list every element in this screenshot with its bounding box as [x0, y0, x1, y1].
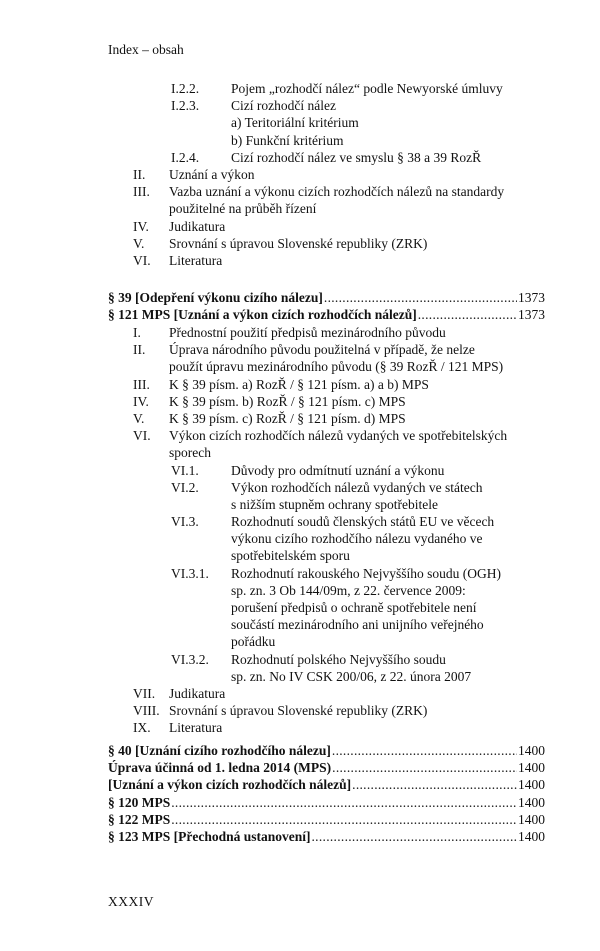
entry-text: Přednostní použití předpisů mezinárodního původu [169, 325, 446, 340]
entry-number: VI.3. [171, 514, 199, 530]
toc-subentry [0, 462, 600, 479]
toc-subentry [0, 513, 600, 530]
entry-number: I.2.3. [171, 98, 200, 114]
entry-text: sporech [169, 445, 211, 461]
entry-number: VI. [133, 428, 151, 444]
entry-text: použít úpravu mezinárodního původu (§ 39 RozŘ / 121 MPS) [169, 359, 504, 375]
entry-text: výkonu cizího rozhodčího nálezu vydaného ve [231, 531, 483, 547]
page-number: 1400 [518, 777, 545, 793]
toc-entry [0, 324, 600, 341]
entry-number: IX. [133, 720, 151, 736]
dot-leader [324, 289, 517, 306]
dot-leader [332, 742, 517, 759]
dot-leader [418, 306, 517, 323]
entry-text: Literatura [169, 252, 223, 268]
toc-entry [0, 200, 600, 217]
entry-number: III. [133, 376, 150, 392]
entry-text: b) Funkční kritérium [231, 132, 344, 148]
toc-entry [0, 341, 600, 358]
entry-number: II. [133, 342, 146, 358]
entry-text: K § 39 písm. b) RozŘ / § 121 písm. c) MPS [169, 393, 406, 409]
page-number: 1400 [518, 828, 545, 844]
entry-text: součástí mezinárodního ani unijního veřejného [231, 617, 484, 633]
entry-text: spotřebitelském sporu [231, 548, 350, 564]
dot-leader [171, 794, 517, 811]
heading-title: § 120 MPS [108, 794, 171, 810]
entry-number: IV. [133, 218, 149, 234]
heading-title: § 121 MPS [Uznání a výkon cizích rozhodčích nálezů] [108, 307, 417, 323]
running-header: Index – obsah [108, 42, 184, 57]
entry-text: a) Teritoriální kritérium [231, 115, 359, 131]
entry-text: Vazba uznání a výkonu cizích rozhodčích nálezů na standardy [169, 184, 505, 200]
dot-leader [332, 759, 517, 776]
toc-entry [0, 166, 600, 183]
entry-text: Cizí rozhodčí nález [231, 98, 336, 114]
toc-entry [0, 410, 600, 427]
entry-text: Výkon cizích rozhodčích nálezů vydaných ve spotřebitelských [169, 428, 508, 444]
dot-leader [312, 828, 518, 845]
entry-text: Srovnání s úpravou Slovenské republiky (ZRK) [169, 703, 428, 719]
entry-text: s nižším stupněm ochrany spotřebitele [231, 496, 438, 512]
toc-heading-entry[interactable] [108, 776, 545, 793]
toc-heading-entry[interactable] [108, 794, 545, 811]
dot-leader [171, 811, 517, 828]
entry-number: VI.3.1. [171, 565, 209, 581]
toc-entry [0, 80, 600, 97]
entry-text: Výkon rozhodčích nálezů vydaných ve státech [231, 479, 483, 495]
toc-entry [0, 183, 600, 200]
entry-number: II. [133, 166, 146, 182]
entry-text: K § 39 písm. a) RozŘ / § 121 písm. a) a b) MPS [169, 376, 429, 392]
toc-headings-1 [108, 289, 545, 323]
entry-text: Rozhodnutí soudů členských států EU ve věcech [231, 514, 495, 530]
toc-subentry [0, 668, 600, 685]
toc-heading-entry[interactable] [108, 306, 545, 323]
toc-subentry [0, 547, 600, 564]
toc-heading-entry[interactable] [108, 828, 545, 845]
entry-text: Srovnání s úpravou Slovenské republiky (ZRK) [169, 235, 428, 251]
entry-text: pořádku [231, 634, 276, 650]
entry-number: VI.3.2. [171, 651, 209, 667]
entry-number: III. [133, 184, 150, 200]
toc-headings-2 [108, 742, 545, 845]
dot-leader [352, 776, 517, 793]
contents-section-1 [0, 80, 600, 269]
toc-subentry [0, 496, 600, 513]
toc-entry [0, 702, 600, 719]
entry-number: VI.1. [171, 462, 199, 478]
toc-entry [0, 235, 600, 252]
toc-heading-entry[interactable] [108, 759, 545, 776]
heading-title: Úprava účinná od 1. ledna 2014 (MPS) [108, 760, 332, 776]
entry-text: použitelné na průběh řízení [169, 201, 317, 217]
toc-subentry [0, 616, 600, 633]
toc-heading-entry[interactable] [108, 811, 545, 828]
toc-entry [0, 149, 600, 166]
entry-number: I. [133, 325, 141, 340]
entry-text: sp. zn. No IV CSK 200/06, z 22. února 2007 [231, 668, 472, 684]
entry-text: Literatura [169, 720, 223, 736]
entry-number: V. [133, 235, 145, 251]
entry-text: Uznání a výkon [169, 166, 255, 182]
page-number: 1373 [518, 307, 545, 323]
entry-number: IV. [133, 393, 149, 409]
heading-title: § 40 [Uznání cizího rozhodčího nálezu] [108, 743, 331, 758]
toc-entry [0, 444, 600, 461]
toc-entry [0, 252, 600, 269]
entry-number: VII. [133, 685, 156, 701]
contents-section-2 [0, 324, 600, 737]
toc-entry [0, 218, 600, 235]
toc-entry [0, 376, 600, 393]
entry-number: VIII. [133, 703, 160, 719]
toc-entry [0, 97, 600, 114]
toc-subentry [0, 599, 600, 616]
entry-text: Úprava národního původu použitelná v případě, že nelze [169, 342, 475, 358]
toc-entry [0, 427, 600, 444]
toc-entry [0, 719, 600, 736]
toc-subentry [0, 651, 600, 668]
toc-subentry [0, 565, 600, 582]
toc-subentry [0, 479, 600, 496]
entry-text: Rozhodnutí rakouského Nejvyššího soudu (OGH) [231, 565, 501, 581]
toc-entry [0, 114, 600, 131]
entry-text: porušení předpisů o ochraně spotřebitele není [231, 600, 477, 615]
toc-subentry [0, 582, 600, 599]
entry-number: VI. [133, 252, 151, 268]
entry-text: Rozhodnutí polského Nejvyššího soudu [231, 651, 446, 667]
page-number: 1400 [518, 760, 545, 776]
entry-number: VI.2. [171, 479, 199, 495]
entry-text: Pojem „rozhodčí nález“ podle Newyorské úmluvy [231, 81, 503, 96]
toc-entry [0, 685, 600, 702]
toc-entry [0, 132, 600, 149]
toc-entry [0, 393, 600, 410]
page-number: 1373 [518, 290, 545, 305]
toc-entry [0, 358, 600, 375]
page-number: 1400 [518, 743, 545, 758]
heading-title: § 122 MPS [108, 811, 171, 827]
toc-subentry [0, 633, 600, 650]
heading-title: [Uznání a výkon cizích rozhodčích nálezů] [108, 777, 352, 793]
entry-number: I.2.4. [171, 149, 200, 165]
entry-text: Judikatura [169, 218, 226, 234]
heading-title: § 39 [Odepření výkonu cizího nálezu] [108, 290, 323, 305]
entry-text: Cizí rozhodčí nález ve smyslu § 38 a 39 RozŘ [231, 149, 482, 165]
entry-text: Důvody pro odmítnutí uznání a výkonu [231, 462, 445, 478]
toc-heading-entry[interactable] [108, 289, 545, 306]
page-number-footer: XXXIV [108, 894, 154, 909]
entry-number: I.2.2. [171, 81, 200, 96]
page-number: 1400 [518, 811, 545, 827]
entry-text: sp. zn. 3 Ob 144/09m, z 22. července 2009: [231, 582, 466, 598]
entry-text: Judikatura [169, 685, 226, 701]
toc-heading-entry[interactable] [108, 742, 545, 759]
page-number: 1400 [518, 794, 545, 810]
entry-number: V. [133, 410, 145, 426]
entry-text: K § 39 písm. c) RozŘ / § 121 písm. d) MPS [169, 410, 406, 426]
toc-subentry [0, 530, 600, 547]
heading-title: § 123 MPS [Přechodná ustanovení] [108, 828, 311, 844]
